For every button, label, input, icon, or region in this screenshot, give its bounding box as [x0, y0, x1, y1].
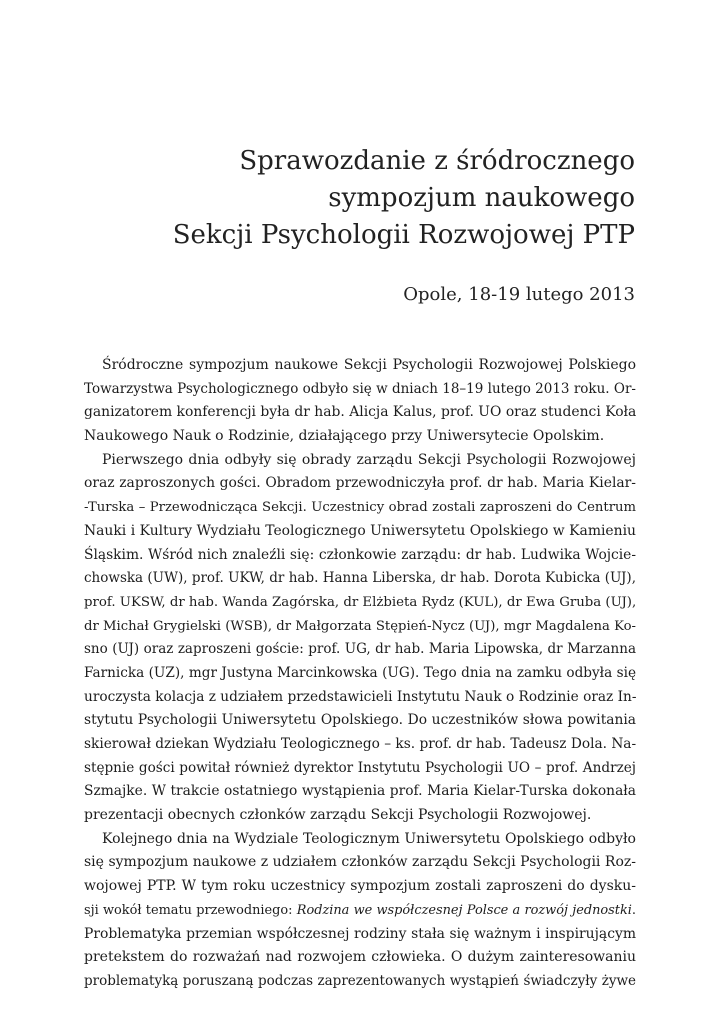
topic-italic: Rodzina we współczesnej Polsce a rozwój jednostki [296, 902, 632, 918]
text-line: stępnie gości powitał również dyrektor Instytutu Psychologii UO – prof. Andrzej [84, 759, 636, 776]
title-line-1: Sprawozdanie z śródrocznego [239, 146, 635, 176]
text-line: Szmajke. W trakcie ostatniego wystąpienia prof. Maria Kielar-Turska dokonała [84, 783, 636, 800]
text-line: Pierwszego dnia odbyły się obrady zarządu Sekcji Psychologii Rozwojowej [102, 451, 636, 468]
text-line: Problematyka przemian współczesnej rodziny stała się ważnym i inspirującym [84, 925, 636, 942]
text-line: problematyką poruszaną podczas zaprezentowanych wystąpień świadczyły żywe [84, 972, 636, 989]
text-line: Śródroczne sympozjum naukowe Sekcji Psychologii Rozwojowej Polskiego [102, 357, 636, 373]
text-line: Nauki i Kultury Wydziału Teologicznego Uniwersytetu Opolskiego w Kamieniu [84, 522, 636, 539]
text-line: chowska (UW), prof. UKW, dr hab. Hanna Liberska, dr hab. Dorota Kubicka (UJ), [84, 570, 636, 587]
topic-lead: sji wokół tematu przewodniego: [84, 902, 297, 918]
topic-end: . [631, 902, 636, 918]
text-line-topic [84, 899, 636, 923]
text-line: sno (UJ) oraz zaproszeni goście: prof. UG, dr hab. Maria Lipowska, dr Marzanna [84, 641, 636, 658]
text-line: Towarzystwa Psychologicznego odbyło się w dniach 18–19 lutego 2013 roku. Or- [84, 380, 636, 397]
text-line: prof. UKSW, dr hab. Wanda Zagórska, dr Elżbieta Rydz (KUL), dr Ewa Gruba (UJ), [84, 594, 637, 610]
text-line: stytutu Psychologii Uniwersytetu Opolskiego. Do uczestników słowa powitania [84, 712, 636, 729]
text-line: ganizatorem konferencji była dr hab. Alicja Kalus, prof. UO oraz studenci Koła [84, 404, 637, 421]
title-line-2: sympozjum naukowego [328, 183, 635, 213]
text-line: oraz zaproszonych gości. Obradom przewodniczyła prof. dr hab. Maria Kielar- [84, 475, 636, 492]
body-text [84, 354, 636, 994]
document-title [75, 143, 635, 254]
text-line: uroczysta kolacja z udziałem przedstawicieli Instytutu Nauk o Rodzinie oraz In- [84, 688, 637, 705]
text-line: Kolejnego dnia na Wydziale Teologicznym Uniwersytetu Opolskiego odbyło [102, 830, 636, 847]
text-line: się sympozjum naukowe z udziałem członków zarządu Sekcji Psychologii Roz- [84, 854, 636, 871]
text-line: prezentacji obecnych członków zarządu Sekcji Psychologii Rozwojowej. [84, 807, 592, 824]
text-line: pretekstem do rozważań nad rozwojem człowieka. O dużym zainteresowaniu [84, 949, 636, 966]
text-line: Śląskim. Wśród nich znaleźli się: członkowie zarządu: dr hab. Ludwika Wojcie- [84, 546, 636, 563]
place-date-subtitle: Opole, 18-19 lutego 2013 [403, 284, 635, 305]
text-line: wojowej PTP. W tym roku uczestnicy sympozjum zostali zaproszeni do dysku- [84, 878, 636, 895]
text-line: skierował dziekan Wydziału Teologicznego – ks. prof. dr hab. Tadeusz Dola. Na- [84, 736, 637, 752]
text-line: Farnicka (UZ), mgr Justyna Marcinkowska (UG). Tego dnia na zamku odbyła się [84, 664, 636, 681]
text-line: Naukowego Nauk o Rodzinie, działającego przy Uniwersytecie Opolskim. [84, 428, 605, 445]
text-line: dr Michał Grygielski (WSB), dr Małgorzata Stępień-Nycz (UJ), mgr Magdalena Ko- [84, 618, 636, 634]
text-line: -Turska – Przewodnicząca Sekcji. Uczestnicy obrad zostali zaproszeni do Centrum [84, 500, 636, 516]
title-line-3: Sekcji Psychologii Rozwojowej PTP [172, 220, 635, 250]
